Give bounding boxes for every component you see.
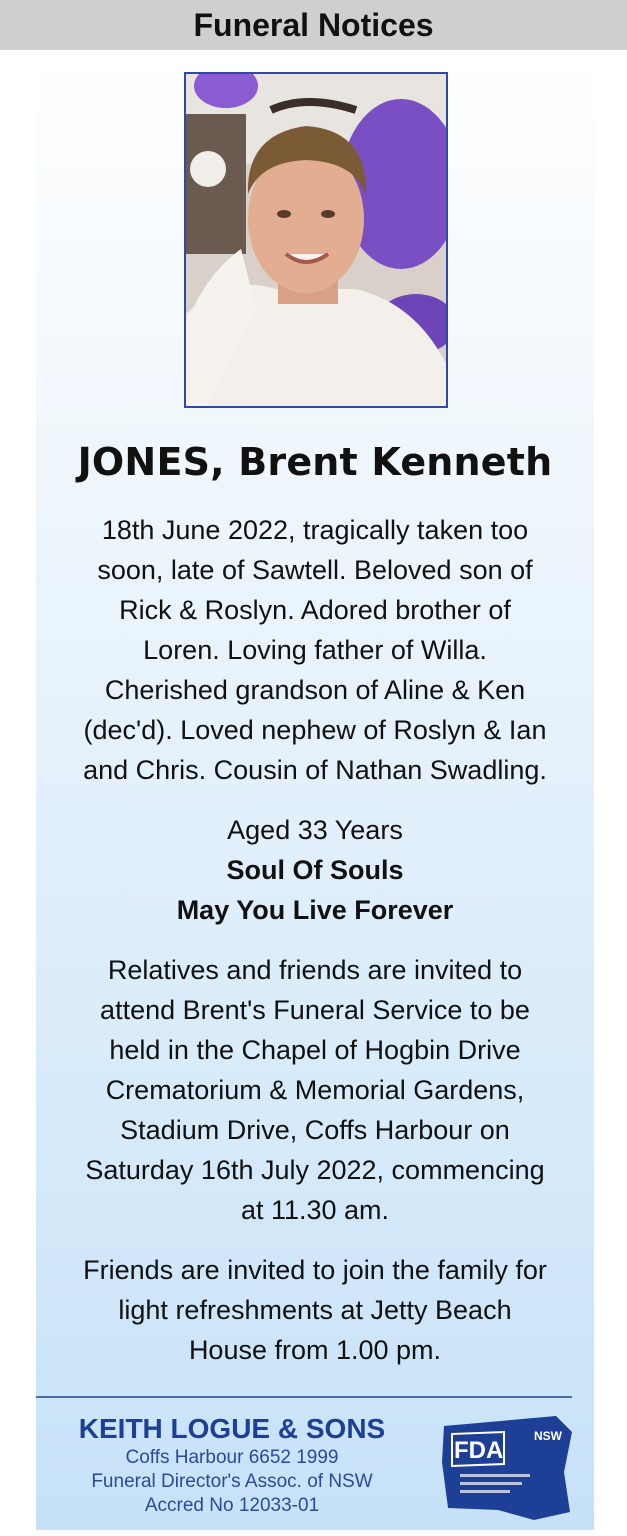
text-line: 18th June 2022, tragically taken too — [101, 515, 529, 545]
footer-divider — [36, 1396, 572, 1398]
notice-paragraph-3 — [36, 1250, 594, 1370]
text-line: held in the Chapel of Hogbin Drive — [109, 1035, 521, 1065]
notice-paragraph-2 — [36, 950, 594, 1230]
text-line: Crematorium & Memorial Gardens, — [105, 1075, 525, 1105]
verse-line-1: Soul Of Souls — [226, 855, 404, 885]
firm-accreditation: Accred No 12033-01 — [144, 1495, 320, 1516]
text-line: (dec'd). Loved nephew of Roslyn & Ian — [83, 715, 547, 745]
notice-paragraph-1 — [36, 510, 594, 790]
deceased-name: JONES, Brent Kenneth — [77, 440, 553, 484]
text-line: Cherished grandson of Aline & Ken — [104, 675, 526, 705]
section-title: Funeral Notices — [193, 7, 434, 43]
text-line: light refreshments at Jetty Beach — [118, 1295, 512, 1325]
text-line: soon, late of Sawtell. Beloved son of — [97, 555, 533, 585]
text-line: attend Brent's Funeral Service to be — [100, 995, 530, 1025]
text-line: Stadium Drive, Coffs Harbour on — [120, 1115, 510, 1145]
firm-name: KEITH LOGUE & SONS — [78, 1413, 386, 1444]
text-line: Rick & Roslyn. Adored brother of — [119, 595, 511, 625]
text-line: at 11.30 am. — [240, 1195, 390, 1225]
section-header — [0, 0, 627, 50]
verse-line-2: May You Live Forever — [176, 895, 454, 925]
text-line: Relatives and friends are invited to — [107, 955, 523, 985]
text-line: Saturday 16th July 2022, commencing — [85, 1155, 545, 1185]
firm-phone: Coffs Harbour 6652 1999 — [125, 1447, 339, 1468]
age-and-verse — [36, 810, 594, 930]
text-line: House from 1.00 pm. — [188, 1335, 442, 1365]
portrait-image — [186, 74, 446, 406]
text-line: Loren. Loving father of Willa. — [143, 635, 487, 665]
firm-association: Funeral Director's Assoc. of NSW — [91, 1471, 373, 1492]
text-line: Friends are invited to join the family for — [83, 1255, 547, 1285]
funeral-director-info — [52, 1412, 412, 1518]
fda-nsw-logo — [438, 1412, 576, 1524]
age-line: Aged 33 Years — [227, 815, 403, 845]
logo-state-text: NSW — [534, 1429, 562, 1443]
logo-text: FDA — [454, 1437, 504, 1464]
text-line: and Chris. Cousin of Nathan Swadling. — [83, 755, 547, 785]
portrait-photo — [184, 72, 448, 408]
